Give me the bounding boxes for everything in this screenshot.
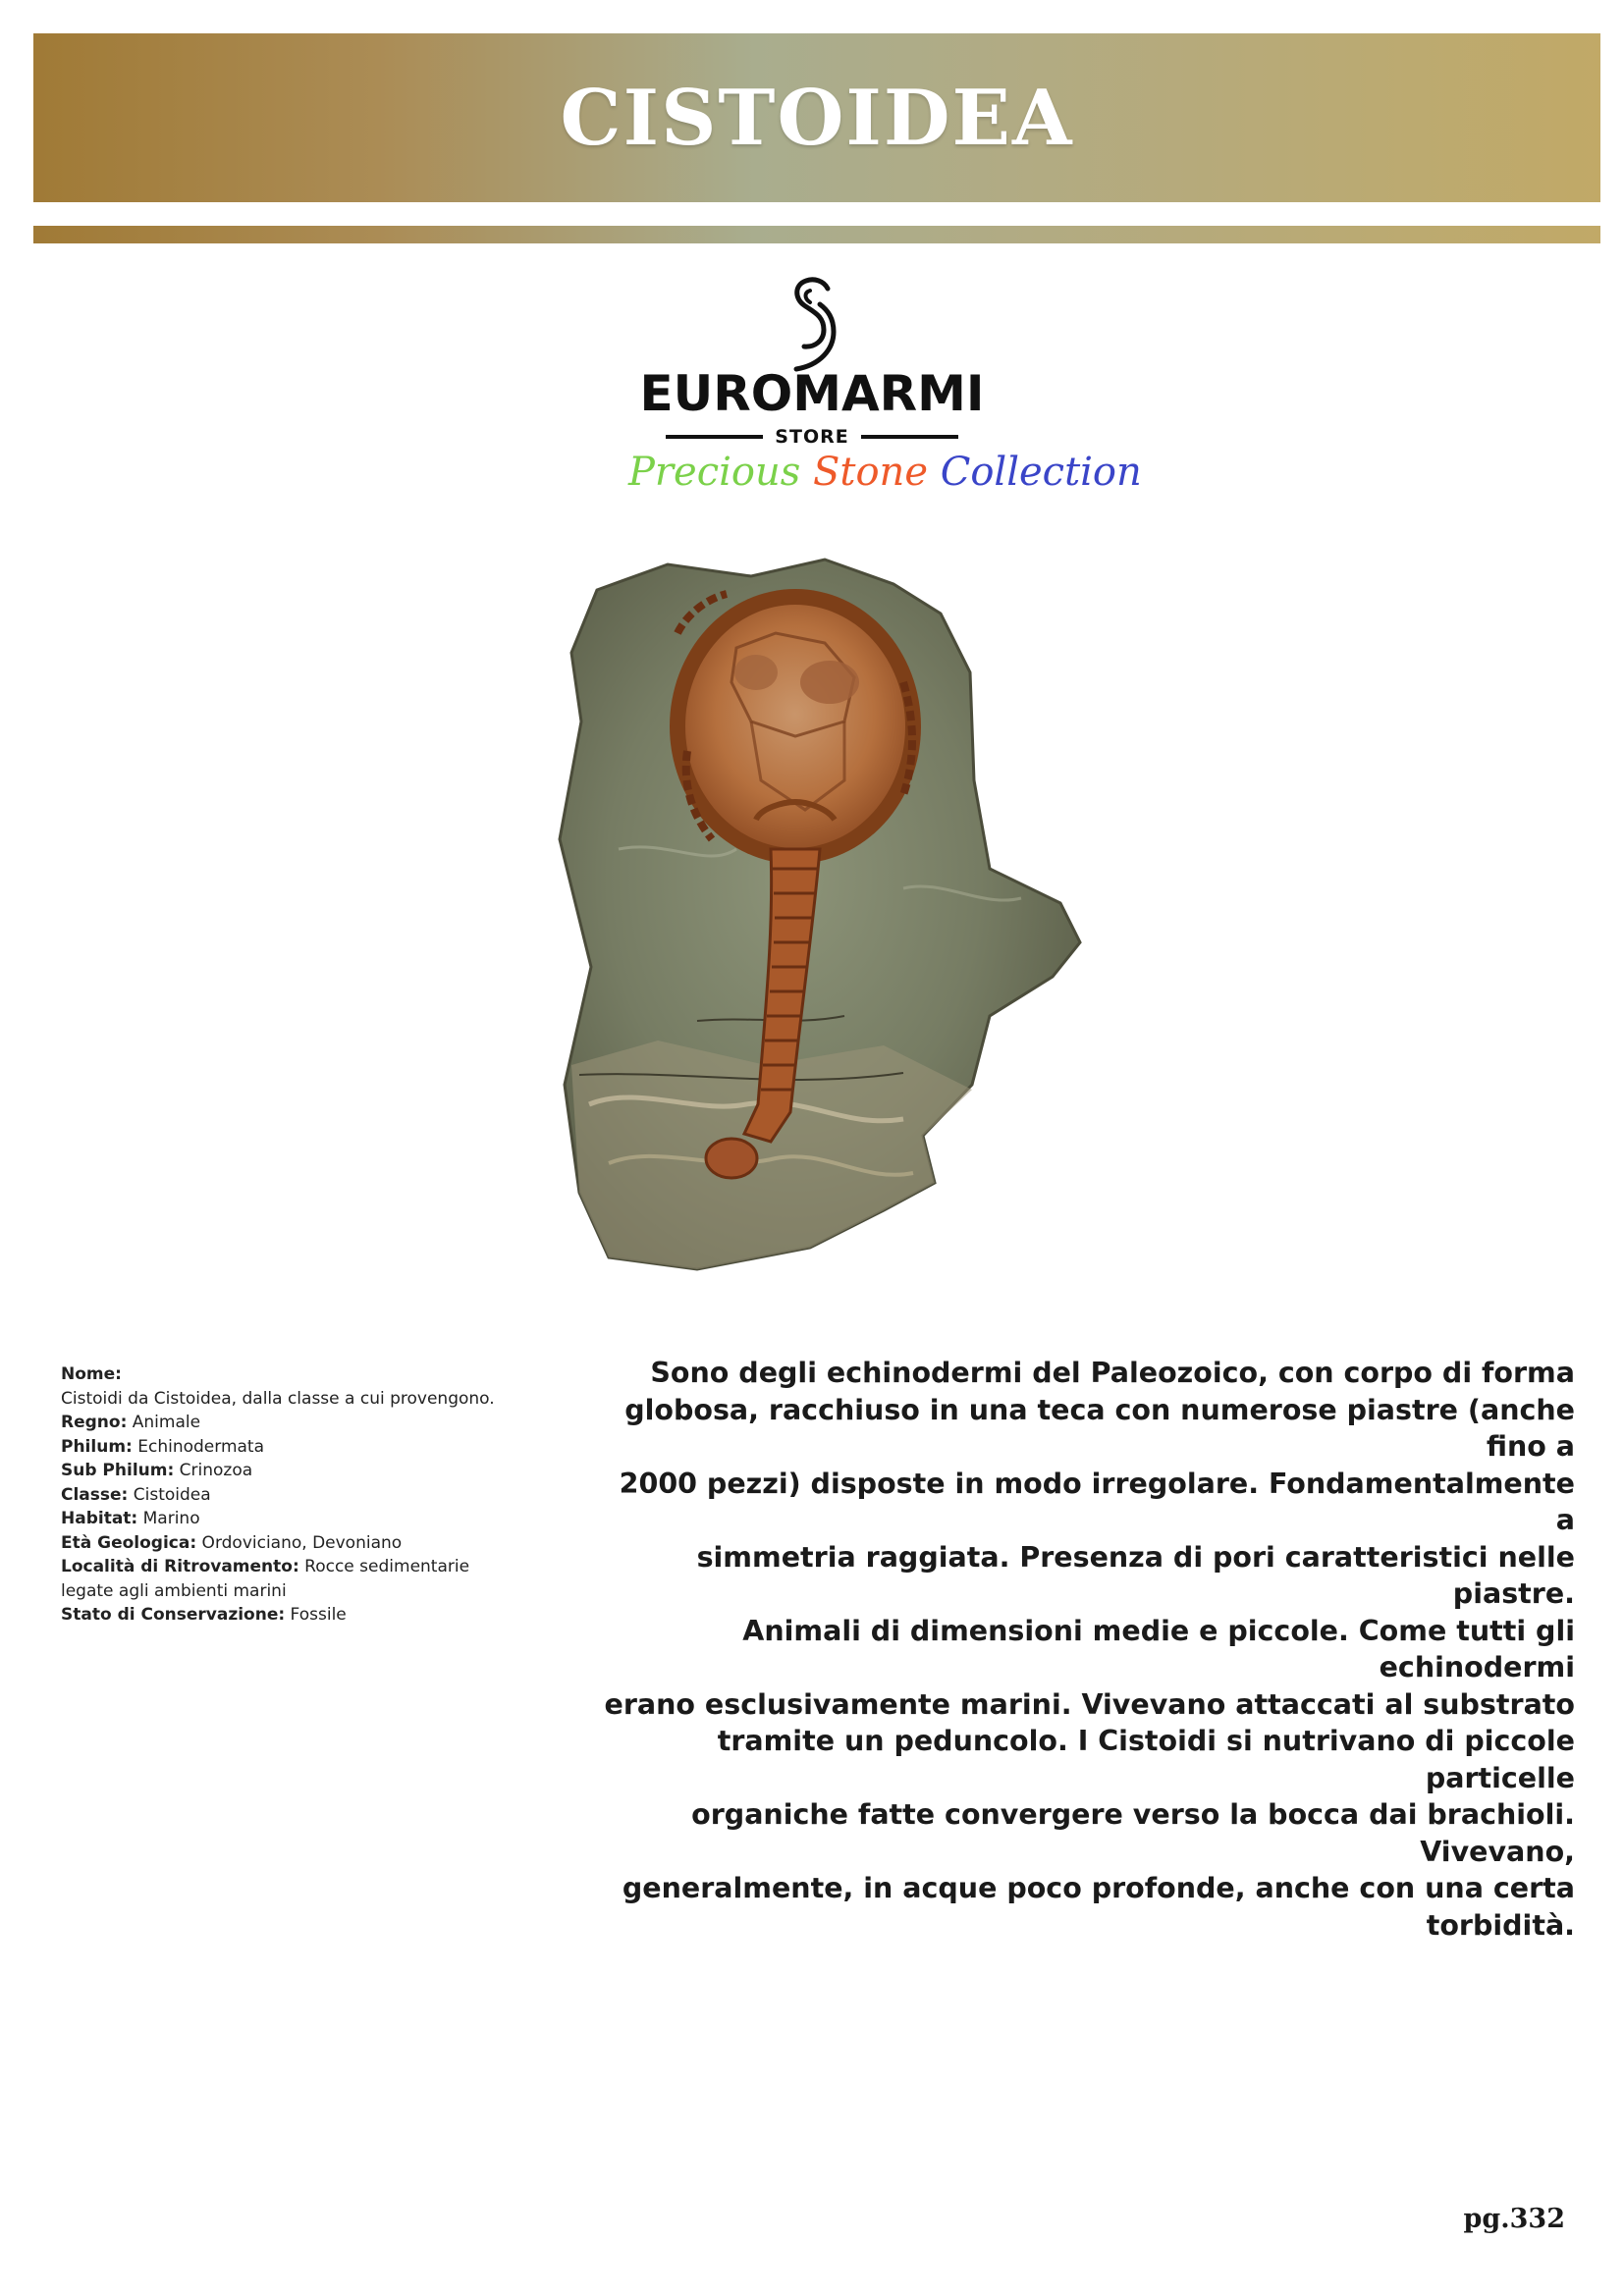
tagline-word-stone: Stone [813, 450, 928, 495]
info-value: Cistoidea [128, 1484, 211, 1505]
logo-brand-name: EUROMARMI [639, 365, 985, 422]
info-value: Crinozoa [174, 1461, 253, 1480]
info-label: Località di Ritrovamento: [61, 1557, 299, 1576]
info-value: Rocce sedimentarie [298, 1557, 470, 1576]
info-label: Classe: [61, 1484, 129, 1505]
description-line: tramite un peduncolo. I Cistoidi si nutrivano di piccole particelle [717, 1725, 1575, 1794]
info-row [61, 1579, 571, 1604]
page-title: CISTOIDEA [560, 73, 1074, 163]
info-row [61, 1603, 571, 1628]
info-label: Sub Philum: [61, 1461, 175, 1480]
euromarmi-logo [628, 267, 1142, 516]
description-line: Animali di dimensioni medie e piccole. Come tutti gli echinodermi [742, 1614, 1575, 1683]
logo-tagline [628, 450, 1142, 495]
description-paragraph [601, 1355, 1575, 1944]
euromarmi-s-logo-icon [785, 275, 839, 375]
info-value: Echinodermata [132, 1436, 265, 1457]
description-line: globosa, racchiuso in una teca con numerose piastre (anche fino a [624, 1393, 1575, 1463]
info-value: legate agli ambienti marini [61, 1580, 287, 1601]
logo-rule-left [666, 435, 763, 439]
specimen-info [61, 1362, 571, 1628]
info-value: Animale [127, 1413, 201, 1432]
info-label: Età Geologica: [61, 1532, 197, 1553]
info-label: Habitat: [61, 1509, 138, 1528]
description-line: 2000 pezzi) disposte in modo irregolare. Fondamentalmente a [619, 1467, 1575, 1536]
info-value: Ordoviciano, Devoniano [196, 1532, 403, 1553]
description-line: organiche fatte convergere verso la bocca dai brachioli. Vivevano, [691, 1798, 1575, 1868]
info-row [61, 1531, 571, 1556]
info-value-name: Cistoidi da Cistoidea, dalla classe a cui provengono. [61, 1388, 495, 1409]
description-line: Sono degli echinodermi del Paleozoico, con corpo di forma [650, 1357, 1575, 1389]
description-line: generalmente, in acque poco profonde, anche con una certa [622, 1872, 1575, 1904]
description-line: torbidità. [1426, 1908, 1575, 1942]
info-row [61, 1483, 571, 1508]
info-label: Philum: [61, 1436, 133, 1457]
tagline-word-collection: Collection [940, 450, 1142, 495]
logo-rule-right [861, 435, 958, 439]
logo-store-row [666, 426, 958, 448]
info-row [61, 1459, 571, 1483]
info-row [61, 1435, 571, 1460]
info-value: Fossile [285, 1605, 347, 1625]
page-number: pg.332 [1463, 2204, 1565, 2234]
info-value: Marino [137, 1509, 200, 1528]
cystoid-fossil-image [550, 555, 1119, 1281]
description-line: simmetria raggiata. Presenza di pori caratteristici nelle piastre. [696, 1540, 1575, 1610]
info-label-name: Nome: [61, 1364, 122, 1384]
info-label: Regno: [61, 1413, 128, 1432]
info-row [61, 1411, 571, 1435]
info-row [61, 1555, 571, 1579]
header-banner [33, 33, 1600, 202]
logo-store-label: STORE [775, 426, 849, 448]
info-label: Stato di Conservazione: [61, 1605, 286, 1625]
info-row [61, 1507, 571, 1531]
header-divider [33, 226, 1600, 243]
tagline-word-precious: Precious [628, 450, 801, 495]
description-line: erano esclusivamente marini. Vivevano attaccati al substrato [604, 1687, 1575, 1721]
